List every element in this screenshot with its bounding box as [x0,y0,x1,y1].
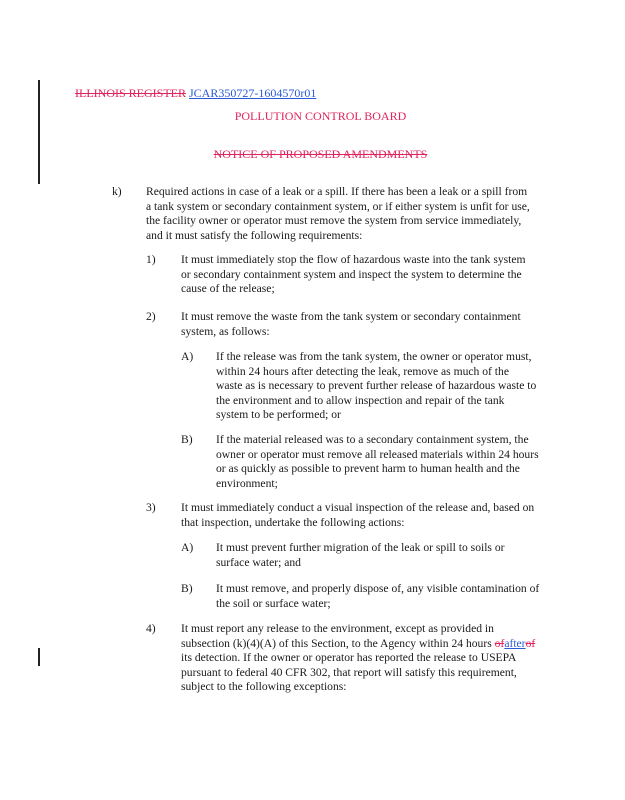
item1-paragraph: It must immediately stop the flow of hazardous waste into the tank system or secondary containment system and inspect the system to determine the cause of the release; [181,253,526,295]
item4-text-b: its detection. If the owner or operator has reported the release to USEPA pursuant to federal 40 CFR 302, that report will satisfy this requirement, subject to the following exceptions: [181,651,517,693]
item3-label: 3) [146,501,156,514]
item4-struck-word-2: of [525,636,536,650]
item4-inserted-word: after [504,636,526,650]
item4-text-a: It must report any release to the environment, except as provided in subsection (k)(4)(A) of this Section, to the Agency within 24 hours [181,622,494,650]
item3B-paragraph: It must remove, and properly dispose of, any visible contamination of the soil or surface water; [216,582,540,610]
item2-label: 2) [146,310,156,323]
item2B-paragraph: If the material released was to a secondary containment system, the owner or operator must remove all released materials within 24 hours or as quickly as possible to prevent harm to human health and the environment; [216,433,539,490]
k-label: k) [112,185,122,198]
revision-bar-top [38,80,40,184]
revision-bar-bottom [38,648,40,666]
item2-paragraph: It must remove the waste from the tank system or secondary containment system, as follows: [181,310,521,338]
notice-title: NOTICE OF PROPOSED AMENDMENTS [213,147,428,161]
jcar-inserted-text: JCAR350727-1604570r01 [189,86,317,100]
item1-label: 1) [146,253,156,266]
item3A-paragraph: It must prevent further migration of the leak or spill to soils or surface water; and [216,541,505,569]
item2B-label: B) [181,433,193,446]
register-header [75,86,316,101]
item3-paragraph: It must immediately conduct a visual inspection of the release and, based on that inspection, undertake the following actions: [181,501,535,529]
board-title: POLLUTION CONTROL BOARD [234,109,407,123]
item3B-label: B) [181,582,193,595]
item4-paragraph [181,622,539,695]
register-struck-text: ILLINOIS REGISTER [75,86,186,100]
item4-struck-word: of [494,636,505,650]
item4-label: 4) [146,622,156,635]
item2A-paragraph: If the release was from the tank system, the owner or operator must, within 24 hours after detecting the leak, remove as much of the waste as is necessary to prevent further release of hazardous waste to the environment and to allow inspection and repair of the tank system to be performed; or [216,350,537,421]
item2A-label: A) [181,350,194,363]
k-paragraph: Required actions in case of a leak or a spill. If there has been a leak or a spill from a tank system or secondary containment system, or if either system is unfit for use, the facility owner or operator must remove the system from service immediately, and it must satisfy the following requirements: [146,185,530,242]
item3A-label: A) [181,541,194,554]
